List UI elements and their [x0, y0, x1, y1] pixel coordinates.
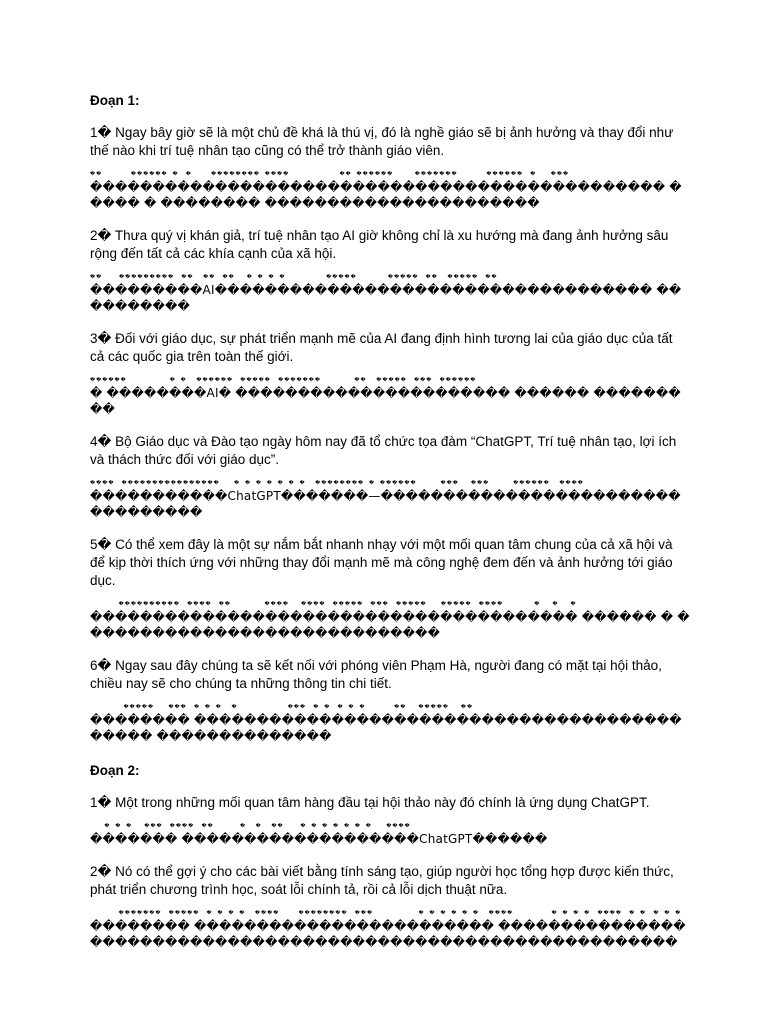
paragraph-1-5 [90, 536, 690, 641]
vietnamese-text: 2� Nó có thể gợi ý cho các bài viết bằng tính sáng tạo, giúp người học tổng hợp được kiến thức, phát triển chương trình học, soát lỗi chính tả, rồi cả lỗi dịch thuật nữa. [90, 864, 674, 897]
chinese-text: � ��������AI� ���������������������� ������ ��������� [90, 386, 681, 416]
pinyin-line: ������ � � ������ ����� ������� �� ����� ��� ������ [90, 377, 477, 383]
chinese-text: ���������������������������������������������� ����� � �������� ���������������������� [90, 180, 682, 210]
chinese-text: ��������������������������������������� ������ � ����������������������������� [90, 610, 690, 640]
chinese-text: ���������AI����������������������������������� ���������� [90, 283, 682, 313]
vietnamese-text: 1� Ngay bây giờ sẽ là một chủ đề khá là thú vị, đó là nghề giáo sẽ bị ảnh hưởng và thay đổi như thế nào khi trí tuệ nhân tạo cũng có thể trở thành giáo viên. [90, 125, 674, 158]
paragraph-1-3 [90, 330, 690, 417]
chinese-text: �����������ChatGPT�������—��������������������������������� [90, 489, 681, 519]
section-heading: Đoạn 1: [90, 93, 140, 108]
paragraph-2-2 [90, 863, 690, 950]
pinyin-line: ����� ��� � � � � ��� � � � � � �� ����� �� [90, 704, 474, 710]
chinese-text: �������� �������������������������������������������� �������������� [90, 713, 682, 743]
paragraph-1-1 [90, 124, 690, 211]
chinese-text: �������� ������������������������ �������������������������������������������������������������� [90, 919, 686, 949]
vietnamese-text: 5� Có thể xem đây là một sự nắm bắt nhanh nhạy với một mối quan tâm chung của cả xã hội và để kịp thời thích ứng với những thay đổi mạnh mẽ mà công nghệ đem đến và ảnh hưởng tới giáo dục. [90, 537, 673, 588]
pinyin-line: ���� ���������������� � � � � � � � �������� � ������ ��� ��� ������ ���� [90, 480, 584, 486]
chinese-text: ������� �������������������ChatGPT������ [90, 832, 548, 846]
section-heading: Đoạn 2: [90, 763, 140, 778]
pinyin-line: � � � ��� ���� �� � � �� � � � � � � � ���� [90, 823, 411, 829]
paragraph-1-6 [90, 657, 690, 744]
section-2 [90, 762, 690, 950]
vietnamese-text: 6� Ngay sau đây chúng ta sẽ kết nối với phóng viên Phạm Hà, người đang có mặt tại hội thảo, chiều nay sẽ cho chúng ta những thông tin chi tiết. [90, 658, 662, 691]
vietnamese-text: 4� Bộ Giáo dục và Đào tạo ngày hôm nay đã tổ chức tọa đàm “ChatGPT, Trí tuệ nhân tạo, lợi ích và thách thức đối với giáo dục”. [90, 434, 677, 467]
paragraph-1-2 [90, 227, 690, 314]
pinyin-line: �� ��������� �� �� �� � � � � ����� ����� �� ����� �� [90, 274, 498, 280]
paragraph-2-1 [90, 794, 690, 847]
pinyin-line: ���������� ���� �� ���� ���� ����� ��� ����� ����� ���� � � � [90, 601, 577, 607]
paragraph-1-4 [90, 433, 690, 520]
vietnamese-text: 2� Thưa quý vị khán giả, trí tuệ nhân tạo AI giờ không chỉ là xu hướng mà đang ảnh hưởng sâu rộng đến tất cả các khía cạnh của xã hội. [90, 228, 669, 261]
pinyin-line: �� ������ � � �������� ���� �� ������ ������� ������ � ��� [90, 171, 570, 177]
pinyin-line: ������� ����� � � � � ���� �������� ��� � � � � � � ���� � � � � ���� � � � � � [90, 910, 682, 916]
section-1 [90, 92, 690, 744]
vietnamese-text: 1� Một trong những mối quan tâm hàng đầu tại hội thảo này đó chính là ứng dụng ChatGPT. [90, 795, 650, 810]
vietnamese-text: 3� Đối với giáo dục, sự phát triển mạnh mẽ của AI đang định hình tương lai của giáo dục của tất cả các quốc gia trên toàn thế giới. [90, 331, 673, 364]
document-page [90, 92, 690, 966]
